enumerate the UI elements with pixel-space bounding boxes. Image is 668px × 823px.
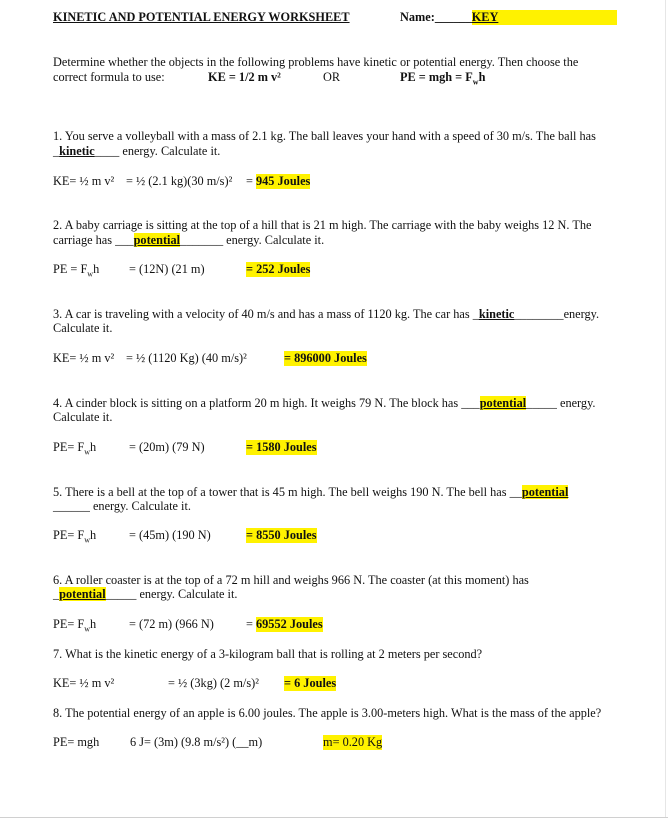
problem-5-result: = 8550 Joules (246, 528, 317, 542)
problem-8-result: m= 0.20 Kg (323, 735, 383, 749)
formula-ke: KE = 1/2 m v² (208, 70, 281, 84)
problem-1-work: = ½ (2.1 kg)(30 m/s)² (126, 174, 233, 188)
name-blank: ______ (434, 10, 472, 24)
problem-4-work: = (20m) (79 N) (129, 440, 205, 454)
problem-7-result: = 6 Joules (284, 676, 337, 690)
problem-6-formula: $PE= F_wh$ (53, 617, 97, 634)
problem-5-work: = (45m) (190 N) (129, 528, 211, 542)
problem-6-line-2: _potential_____ energy. Calculate it. (53, 587, 238, 601)
problem-5-line-1: 5. There is a bell at the top of a tower that is 45 m high. The bell weighs 190 N. The bell has __potential (53, 485, 569, 499)
problem-3-line-1: 3. A car is traveling with a velocity of 40 m/s and has a mass of 1120 kg. The car has _kinetic________energy. (53, 307, 600, 321)
problem-2-line-1: 2. A baby carriage is sitting at the top of a hill that is 21 m high. The carriage with the baby weighs 12 N. The (53, 218, 592, 232)
problem-6-result: 69552 Joules (256, 617, 323, 631)
problem-1-result: 945 Joules (256, 174, 311, 188)
page-bottom-border (0, 817, 668, 818)
problem-7-formula: KE= ½ m v² (53, 676, 115, 690)
intro-line-1: Determine whether the objects in the following problems have kinetic or potential energy. Then choose the (53, 55, 579, 69)
intro-line-2: correct formula to use: (53, 70, 165, 84)
problem-1-answer: kinetic (59, 144, 95, 158)
problem-6-work: = (72 m) (966 N) (129, 617, 214, 631)
problem-1-line-2: _kinetic____ energy. Calculate it. (53, 144, 221, 158)
problem-5-line-2: ______ energy. Calculate it. (53, 499, 191, 513)
problem-2-line-2: carriage has ___potential_______ energy. Calculate it. (53, 233, 325, 247)
problem-4-formula: $PE= F_wh$ (53, 440, 97, 457)
problem-3-formula: KE= ½ m v² (53, 351, 115, 365)
problem-6-eq: = (246, 617, 253, 631)
problem-3-answer: kinetic (478, 307, 515, 321)
problem-8-line-1: 8. The potential energy of an apple is 6.00 joules. The apple is 3.00-meters high. What is the mass of the apple? (53, 706, 602, 720)
name-field (400, 10, 617, 25)
problem-4-result: = 1580 Joules (246, 440, 317, 454)
problem-2-answer: potential (133, 233, 181, 247)
problem-3-result: = 896000 Joules (284, 351, 367, 365)
name-label: Name: (400, 10, 435, 24)
problem-7-line-1: 7. What is the kinetic energy of a 3-kilogram ball that is rolling at 2 meters per second? (53, 647, 483, 661)
problem-1-formula: KE= ½ m v² (53, 174, 115, 188)
problem-1-eq: = (246, 174, 253, 188)
problem-3-work: = ½ (1120 Kg) (40 m/s)² (126, 351, 247, 365)
page-right-border (665, 0, 666, 817)
problem-2-work: = (12N) (21 m) (129, 262, 205, 276)
formula-or: OR (323, 70, 341, 84)
problem-8-formula: PE= mgh (53, 735, 100, 749)
problem-5-answer: potential (521, 485, 569, 499)
problem-6-answer: potential (59, 587, 106, 601)
problem-2-result: = 252 Joules (246, 262, 311, 276)
problem-8-work: 6 J= (3m) (9.8 m/s²) (__m) (130, 735, 263, 749)
problem-3-line-2: Calculate it. (53, 321, 113, 335)
problem-1-line-1: 1. You serve a volleyball with a mass of 2.1 kg. The ball leaves your hand with a speed of 30 m/s. The ball has (53, 129, 596, 143)
worksheet-title: KINETIC AND POTENTIAL ENERGY WORKSHEET (53, 10, 350, 24)
formula-pe: PE = mgh = $F_wh$ (400, 70, 486, 87)
problem-7-work: = ½ (3kg) (2 m/s)² (168, 676, 259, 690)
problem-4-answer: potential (479, 396, 527, 410)
problem-4-line-2: Calculate it. (53, 410, 113, 424)
problem-2-formula: PE = $F_wh$ (53, 262, 100, 279)
name-value: KEY (472, 10, 617, 25)
problem-6-line-1: 6. A roller coaster is at the top of a 72 m hill and weighs 966 N. The coaster (at this moment) has (53, 573, 529, 587)
problem-5-formula: $PE= F_wh$ (53, 528, 97, 545)
problem-4-line-1: 4. A cinder block is sitting on a platform 20 m high. It weighs 79 N. The block has ___potential_____ energy. (53, 396, 596, 410)
